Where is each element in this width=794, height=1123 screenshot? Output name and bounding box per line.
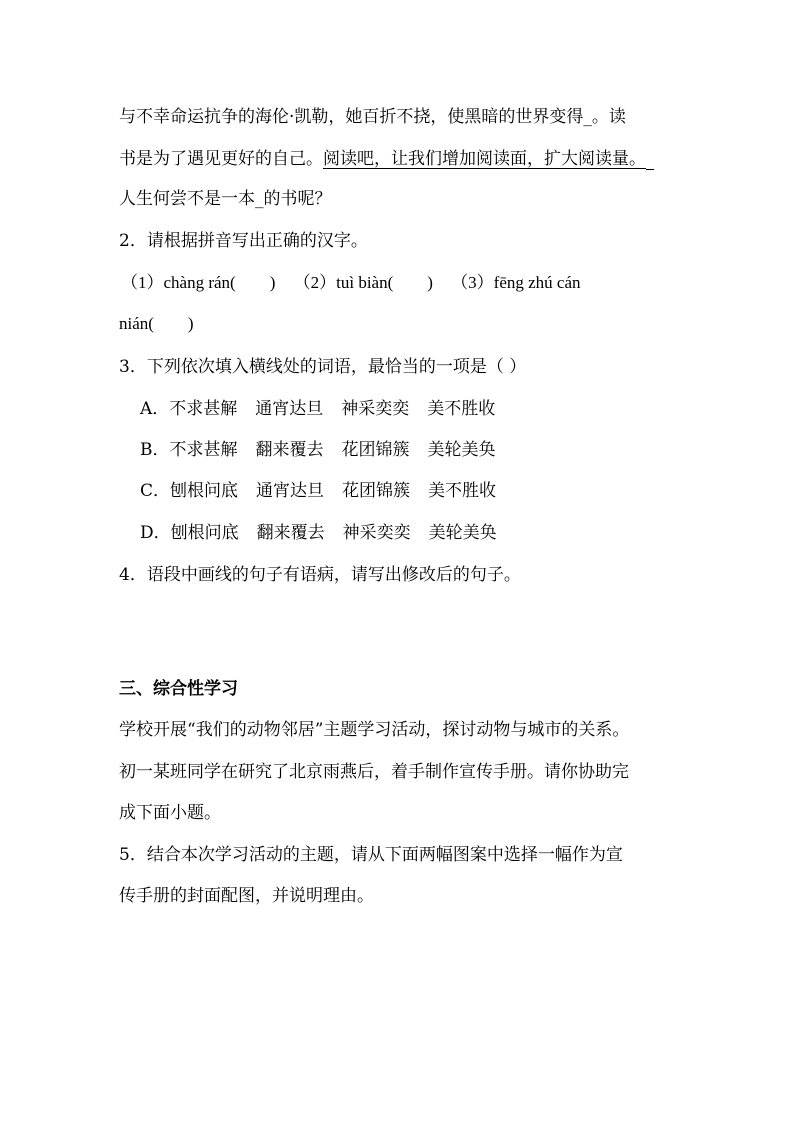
passage-line-2-plain: 书是为了遇见更好的自己。 [119, 149, 323, 169]
q2-item-3-continued: nián( ) [119, 314, 194, 333]
option-b-word-2: 翻来覆去 [255, 440, 324, 460]
question-2-stem: 2．请根据拼音写出正确的汉字。 [119, 231, 368, 251]
option-c-label: C． [140, 481, 171, 501]
option-d-word-4: 美轮美奂 [428, 523, 497, 543]
option-b-word-3: 花团锦簇 [341, 440, 410, 460]
option-a-word-3: 神采奕奕 [341, 399, 410, 419]
option-c [140, 480, 496, 502]
option-d-word-2: 翻来覆去 [256, 523, 325, 543]
section-3-intro-line-3: 成下面小题。 [119, 803, 221, 823]
passage-line-2 [119, 148, 654, 170]
question-5-line-2: 传手册的封面配图，并说明理由。 [119, 886, 374, 906]
option-d-word-3: 神采奕奕 [342, 523, 411, 543]
option-b-label: B． [140, 440, 170, 460]
section-3-intro-line-2: 初一某班同学在研究了北京雨燕后，着手制作宣传手册。请你协助完 [119, 762, 629, 782]
q2-item-3: （3）fēng zhú cán [451, 273, 581, 292]
question-5-line-1: 5．结合本次学习活动的主题，请从下面两幅图案中选择一幅作为宣 [119, 845, 623, 865]
question-4-stem: 4．语段中画线的句子有语病，请写出修改后的句子。 [119, 565, 521, 585]
option-d-word-1: 刨根问底 [170, 523, 239, 543]
section-3-title: 三、综合性学习 [119, 679, 238, 699]
option-c-word-3: 花团锦簇 [342, 481, 411, 501]
underline-extension [646, 151, 654, 170]
question-2-items [121, 272, 581, 294]
option-c-word-4: 美不胜收 [428, 481, 497, 501]
q2-item-2: （2）tuì biàn( ) [293, 273, 433, 292]
option-c-word-2: 通宵达旦 [256, 481, 325, 501]
option-a [140, 398, 495, 420]
option-b [140, 439, 496, 461]
underlined-sentence: 阅读吧，让我们增加阅读面，扩大阅读量。 [323, 149, 646, 169]
option-d-label: D． [140, 523, 171, 543]
option-d [140, 522, 497, 544]
question-3-stem: 3．下列依次填入横线处的词语，最恰当的一项是（ ） [119, 357, 527, 377]
option-b-word-4: 美轮美奂 [427, 440, 496, 460]
passage-line-3: 人生何尝不是一本_的书呢？ [119, 189, 332, 209]
option-a-word-4: 美不胜收 [427, 399, 496, 419]
option-a-word-2: 通宵达旦 [255, 399, 324, 419]
option-c-word-1: 刨根问底 [170, 481, 239, 501]
section-3-intro-line-1: 学校开展“我们的动物邻居”主题学习活动，探讨动物与城市的关系。 [119, 720, 630, 740]
option-a-label: A． [140, 399, 170, 419]
option-a-word-1: 不求甚解 [169, 399, 238, 419]
q2-item-1: （1）chàng rán( ) [121, 273, 276, 292]
passage-line-1: 与不幸命运抗争的海伦·凯勒，她百折不挠，使黑暗的世界变得_。读 [119, 107, 626, 127]
option-b-word-1: 不求甚解 [169, 440, 238, 460]
